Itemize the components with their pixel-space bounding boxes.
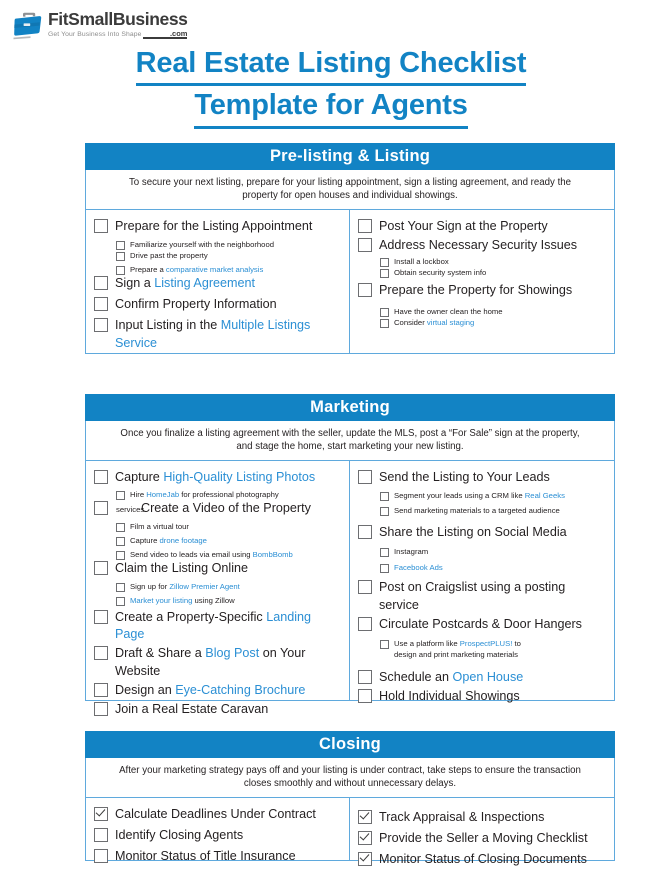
checklist-item[interactable]: [358, 218, 608, 236]
label-text: Obtain security system info: [394, 267, 487, 277]
checkbox-unchecked[interactable]: [94, 318, 108, 332]
checkbox-unchecked[interactable]: [94, 702, 108, 716]
inline-link[interactable]: Multiple Listings Service: [115, 318, 311, 350]
checklist-item[interactable]: [94, 806, 343, 824]
checklist-subitem[interactable]: [380, 306, 608, 317]
checklist-item-label: [379, 579, 608, 615]
checklist-subitem[interactable]: [380, 490, 608, 501]
label-text: Input Listing in the: [115, 318, 221, 333]
checklist-item-label: [130, 239, 274, 250]
section-closing: [85, 731, 615, 866]
checklist-item[interactable]: [94, 296, 343, 314]
checklist-item[interactable]: [358, 851, 608, 869]
checklist-item-label: [115, 275, 255, 293]
checklist-column-right: [350, 210, 614, 353]
checklist-item-label: [379, 218, 548, 236]
checklist-item-label: [394, 267, 486, 278]
site-logo: [12, 11, 187, 41]
label-text: Send video to leads via email using: [130, 550, 253, 560]
checklist-item-label: [130, 549, 293, 560]
checklist-item[interactable]: [94, 682, 343, 700]
checkbox-unchecked[interactable]: [358, 617, 372, 631]
checklist-item[interactable]: [94, 218, 343, 236]
checklist-item[interactable]: [94, 827, 343, 845]
label-text: Claim the Listing Online: [115, 561, 248, 576]
inline-link[interactable]: High-Quality Listing Photos: [163, 470, 316, 484]
inline-link[interactable]: Eye-Catching Brochure: [175, 683, 306, 698]
checklist-item[interactable]: [94, 275, 343, 293]
label-text: Prepare a: [130, 265, 166, 275]
inline-link[interactable]: BombBomb: [252, 550, 293, 560]
checkbox-unchecked[interactable]: [116, 266, 125, 275]
checkbox-unchecked[interactable]: [116, 252, 125, 261]
inline-link[interactable]: virtual staging: [426, 318, 475, 328]
checkbox-unchecked[interactable]: [94, 501, 108, 515]
checklist-subitem[interactable]: [380, 562, 608, 573]
checklist-item-label: [394, 562, 443, 573]
section-body: [85, 461, 615, 716]
label-text: Prepare the Property for Showings: [379, 283, 573, 298]
logo-underline: [143, 37, 187, 39]
checklist-item-label: [115, 701, 268, 719]
label-text: for professional photography: [179, 489, 279, 499]
checklist-item-label: [115, 682, 305, 700]
label-text: Monitor Status of Closing Documents: [379, 851, 587, 866]
checkbox-unchecked[interactable]: [116, 551, 125, 560]
checklist-item[interactable]: [358, 616, 608, 634]
checklist-item-label: [379, 809, 544, 827]
label-text: Circulate Postcards & Door Hangers: [379, 617, 582, 632]
logo-tagline: Get Your Business Into Shape: [48, 30, 142, 38]
checkbox-unchecked[interactable]: [380, 564, 389, 573]
label-text: Sign a: [115, 276, 155, 291]
checkbox-unchecked[interactable]: [94, 470, 108, 484]
inline-link[interactable]: drone footage: [159, 536, 207, 546]
section-body: [85, 798, 615, 866]
label-text: Create a Property-Specific: [115, 609, 267, 624]
checklist-item-label: [130, 264, 263, 275]
checklist-item-label: [394, 317, 474, 328]
label-text: Hold Individual Showings: [379, 689, 520, 704]
label-text: to design and print marketing materials: [394, 639, 521, 660]
label-text: Post Your Sign at the Property: [379, 219, 548, 233]
checklist-item-label: [379, 469, 550, 487]
checklist-item-label: [115, 218, 312, 236]
checklist-column-right: [350, 461, 614, 704]
checklist-subitem[interactable]: [380, 546, 608, 557]
section-description: Once you finalize a listing agreement with the seller, update the MLS, post a “For Sale” sign at the property, and stage the home, start marketing your new listing.: [85, 421, 615, 461]
checkbox-unchecked[interactable]: [358, 670, 372, 684]
inline-link[interactable]: comparative market analysis: [165, 265, 264, 275]
checklist-item-label: [379, 616, 582, 634]
checkbox-unchecked[interactable]: [358, 525, 372, 539]
checkbox-unchecked[interactable]: [116, 597, 125, 606]
checklist-item-label: [130, 250, 208, 261]
label-text: Film a virtual tour: [130, 521, 189, 531]
checklist-item-label: [394, 490, 565, 501]
checkbox-unchecked[interactable]: [94, 683, 108, 697]
checklist-item-label: [130, 521, 189, 532]
checklist-item[interactable]: [94, 609, 343, 645]
checklist-item-label: [115, 806, 316, 824]
checklist-subitem[interactable]: [116, 264, 343, 275]
checkbox-unchecked[interactable]: [94, 828, 108, 842]
checkbox-checked[interactable]: [94, 807, 108, 821]
checkbox-unchecked[interactable]: [116, 537, 125, 546]
inline-link[interactable]: Landing Page: [115, 609, 312, 642]
page-title-line1: Real Estate Listing Checklist: [136, 44, 527, 86]
checkbox-unchecked[interactable]: [94, 561, 108, 575]
checklist-subitem[interactable]: [116, 581, 343, 592]
checklist-item-label: [394, 256, 449, 267]
checkbox-unchecked[interactable]: [94, 297, 108, 311]
checklist-item[interactable]: [94, 848, 343, 866]
checklist-column-left: [86, 798, 350, 863]
label-text: Send marketing materials to a targeted audience: [394, 506, 560, 516]
checkbox-unchecked[interactable]: [380, 507, 389, 516]
section-description: After your marketing strategy pays off and your listing is under contract, take steps to ensure the transaction closes smoothly and without unnecessary delays.: [85, 758, 615, 798]
checklist-item-label: [379, 851, 587, 869]
checklist-item[interactable]: [358, 237, 608, 255]
label-text: Install a lockbox: [394, 256, 449, 266]
checklist-subitem[interactable]: [380, 505, 608, 516]
checklist-item[interactable]: [358, 579, 608, 615]
label-text: Sign up for: [130, 582, 170, 592]
checkbox-unchecked[interactable]: [116, 241, 125, 250]
logo-wordmark: FitSmallBusiness: [48, 9, 188, 29]
checklist-subitem[interactable]: [116, 549, 343, 560]
checkbox-checked[interactable]: [358, 810, 372, 824]
checkbox-unchecked[interactable]: [94, 646, 108, 660]
logo-dotcom: .com: [169, 28, 188, 38]
checklist-item-label: [394, 546, 428, 557]
label-text: Instagram: [394, 547, 429, 557]
label-text: Familiarize yourself with the neighborhood: [130, 239, 275, 249]
checklist-item-label: [379, 524, 567, 542]
checkbox-unchecked[interactable]: [358, 238, 372, 252]
label-text: Segment your leads using a CRM like: [394, 490, 525, 500]
checklist-item-label: [130, 489, 279, 500]
checklist-item-label: [115, 848, 296, 866]
checkbox-unchecked[interactable]: [94, 849, 108, 863]
checklist-subitem[interactable]: [116, 239, 343, 250]
label-text: Have the owner clean the home: [394, 306, 503, 316]
inline-link[interactable]: Real Geeks: [524, 490, 565, 500]
checkbox-unchecked[interactable]: [94, 610, 108, 624]
inline-link[interactable]: ProspectPLUS!: [459, 639, 513, 648]
label-text: Capture: [130, 536, 160, 546]
label-text: Capture: [115, 470, 164, 484]
label-text: Post on Craigslist using a posting service: [379, 580, 566, 613]
checkbox-unchecked[interactable]: [116, 491, 125, 500]
briefcase-icon: [12, 11, 46, 41]
checklist-subitem[interactable]: [116, 595, 343, 606]
checklist-item-label: [115, 560, 248, 578]
checkbox-unchecked[interactable]: [116, 583, 125, 592]
checklist-item-label: [130, 535, 207, 546]
checklist-subitem[interactable]: [116, 521, 343, 532]
label-text: Create a Video of the Property: [141, 501, 311, 516]
checklist-item-label: [379, 688, 520, 706]
label-text: Use a platform like: [394, 639, 460, 648]
checklist-item-label: [394, 505, 560, 516]
checklist-item-label: [141, 500, 311, 518]
label-text: Design an: [115, 683, 176, 698]
label-text: Address Necessary Security Issues: [379, 237, 578, 252]
inline-link[interactable]: Zillow Premier Agent: [169, 582, 240, 592]
label-text: Send the Listing to Your Leads: [379, 470, 550, 484]
checkbox-unchecked[interactable]: [358, 580, 372, 594]
section-pre-listing: [85, 143, 615, 354]
section-header: Pre-listing & Listing: [85, 143, 615, 170]
label-text: Prepare for the Listing Appointment: [115, 219, 313, 233]
checkbox-unchecked[interactable]: [380, 548, 389, 557]
checkbox-unchecked[interactable]: [358, 470, 372, 484]
checklist-item-label: [130, 595, 235, 606]
checklist-item-label: [379, 282, 572, 300]
checklist-subitem[interactable]: [380, 317, 608, 328]
checklist-item-label: [379, 830, 588, 848]
label-text: Confirm Property Information: [115, 297, 277, 312]
section-header: Marketing: [85, 394, 615, 421]
checklist-item[interactable]: [358, 469, 608, 487]
checklist-column-right: [350, 798, 614, 866]
checkbox-unchecked[interactable]: [94, 219, 108, 233]
page-title: [0, 44, 662, 129]
checklist-subitem[interactable]: [380, 638, 608, 660]
checklist-item[interactable]: [358, 524, 608, 542]
label-text: Join a Real Estate Caravan: [115, 701, 269, 716]
label-text: Identify Closing Agents: [115, 827, 244, 842]
label-text: Draft & Share a: [115, 646, 206, 661]
section-body: [85, 210, 615, 354]
checklist-item-label: [115, 609, 343, 645]
checkbox-unchecked[interactable]: [380, 269, 389, 278]
checklist-column-left: [86, 210, 350, 353]
checklist-item[interactable]: [358, 688, 608, 706]
section-marketing: [85, 394, 615, 716]
checkbox-unchecked[interactable]: [116, 523, 125, 532]
checklist-subitem[interactable]: [380, 267, 608, 278]
label-text: Share the Listing on Social Media: [379, 525, 567, 540]
checklist-item[interactable]: [358, 282, 608, 300]
checklist-subitem[interactable]: [116, 250, 343, 261]
checklist-item-label: [115, 645, 343, 681]
checkbox-unchecked[interactable]: [380, 308, 389, 317]
checklist-item[interactable]: [358, 809, 608, 827]
label-text: Provide the Seller a Moving Checklist: [379, 830, 588, 845]
label-text: Calculate Deadlines Under Contract: [115, 807, 316, 821]
checkbox-checked[interactable]: [358, 852, 372, 866]
label-text: using Zillow: [192, 596, 235, 606]
checkbox-unchecked[interactable]: [358, 689, 372, 703]
inline-link[interactable]: HomeJab: [146, 489, 180, 499]
inline-link[interactable]: Market your listing: [130, 596, 193, 606]
label-text: Hire: [130, 489, 147, 499]
label-text: Schedule an: [379, 670, 453, 685]
checklist-subitem[interactable]: [116, 489, 343, 500]
checklist-subitem[interactable]: [116, 535, 343, 546]
section-header: Closing: [85, 731, 615, 758]
section-description: To secure your next listing, prepare for your listing appointment, sign a listing agreement, and ready the property for open houses and individual showings.: [85, 170, 615, 210]
label-text: Track Appraisal & Inspections: [379, 810, 545, 824]
inline-link[interactable]: Facebook Ads: [394, 563, 443, 573]
inline-link[interactable]: Listing Agreement: [154, 276, 256, 291]
inline-link[interactable]: Open House: [452, 670, 524, 685]
checkbox-unchecked[interactable]: [380, 319, 389, 328]
page-title-line2: Template for Agents: [194, 86, 467, 128]
inline-link[interactable]: Blog Post: [205, 646, 260, 661]
checklist-item[interactable]: [94, 500, 343, 518]
checklist-item[interactable]: [94, 317, 343, 353]
label-text: Monitor Status of Title Insurance: [115, 848, 296, 863]
checkbox-unchecked[interactable]: [380, 492, 389, 501]
checkbox-unchecked[interactable]: [358, 283, 372, 297]
checklist-item[interactable]: [94, 645, 343, 681]
checklist-item-label: [115, 469, 315, 487]
checklist-item[interactable]: [358, 669, 608, 687]
checklist-subitem[interactable]: [380, 256, 608, 267]
checkbox-unchecked[interactable]: [94, 276, 108, 290]
checklist-item-label: [394, 306, 503, 317]
checklist-column-left: [86, 461, 350, 716]
checklist-item-label: [379, 669, 523, 687]
checklist-item-label: [115, 317, 343, 353]
wrapped-text-fragment: services: [116, 505, 145, 515]
checklist-item[interactable]: [94, 469, 343, 487]
checklist-item[interactable]: [94, 701, 343, 719]
checklist-item-label: [394, 638, 544, 660]
checkbox-unchecked[interactable]: [380, 640, 389, 649]
checklist-item-label: [130, 581, 240, 592]
label-text: Consider: [394, 318, 427, 328]
checklist-item-label: [379, 237, 577, 255]
checkbox-unchecked[interactable]: [358, 219, 372, 233]
checkbox-checked[interactable]: [358, 831, 372, 845]
checklist-item-label: [115, 296, 277, 314]
label-text: Drive past the property: [130, 251, 208, 261]
checklist-item-label: [115, 827, 243, 845]
checklist-item[interactable]: [94, 560, 343, 578]
checklist-item[interactable]: [358, 830, 608, 848]
checkbox-unchecked[interactable]: [380, 258, 389, 267]
label-text: on Your Website: [115, 646, 306, 679]
